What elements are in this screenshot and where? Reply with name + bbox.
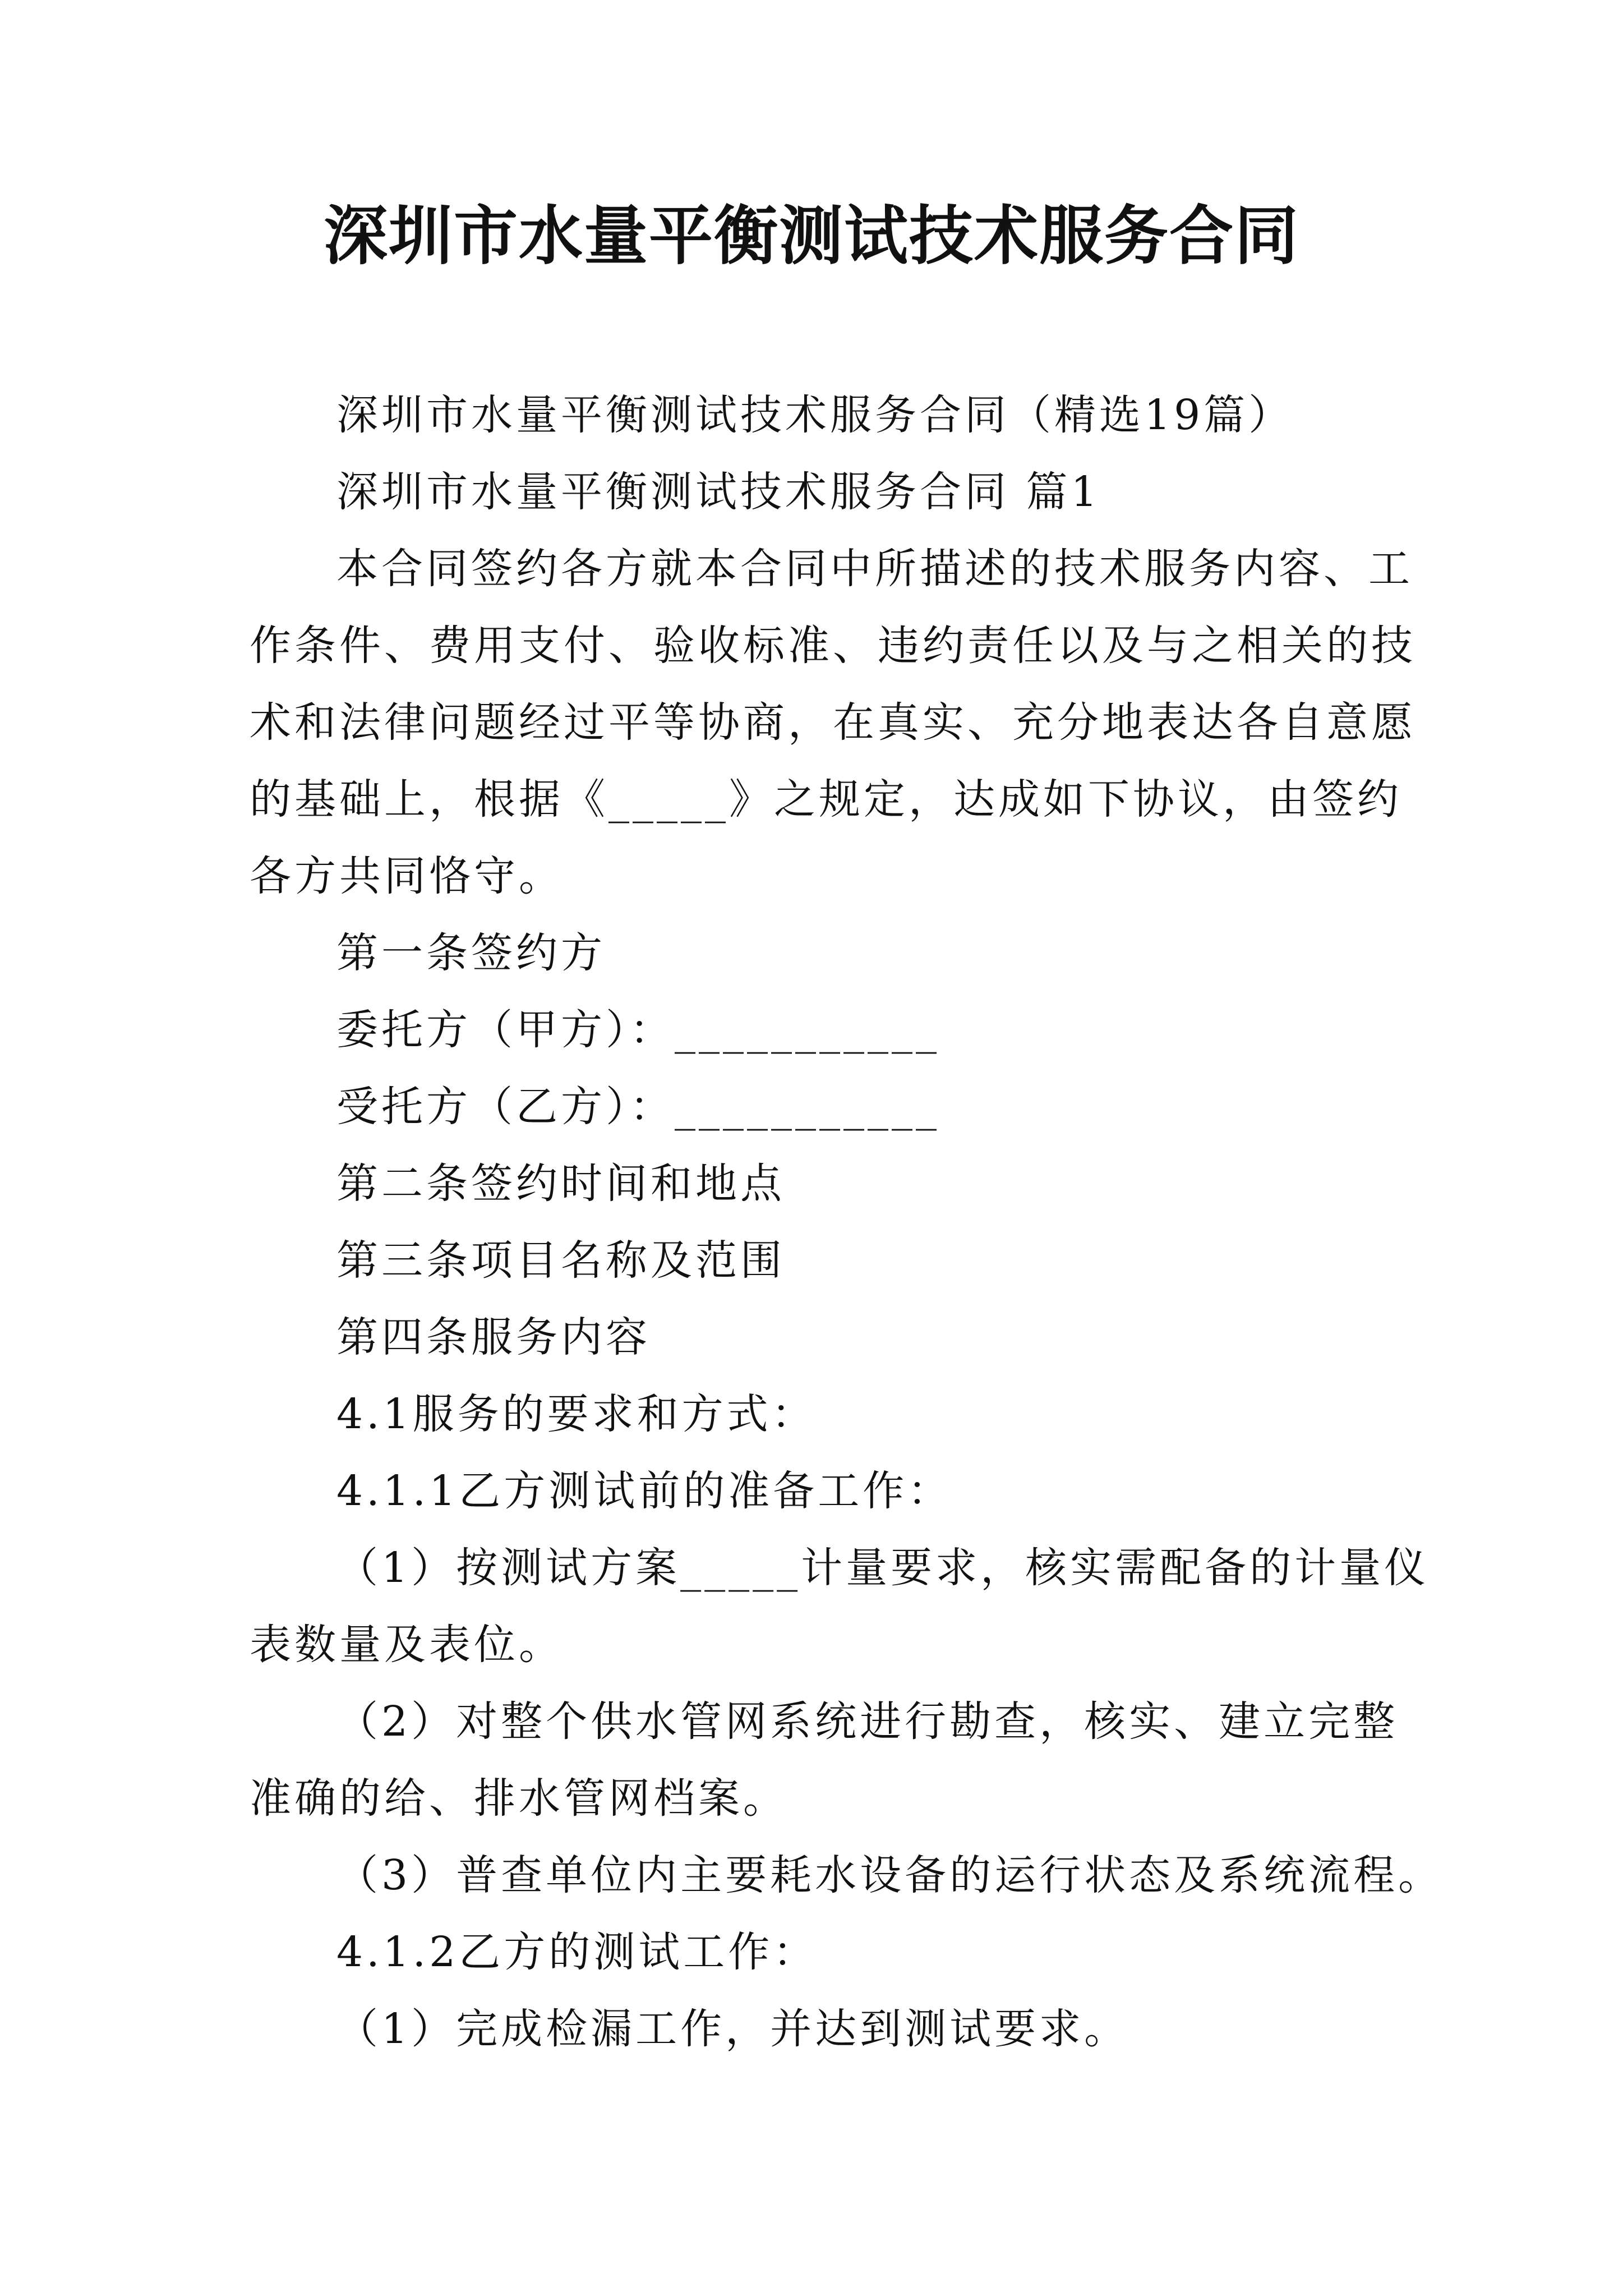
paragraph-line: 的基础上，根据《_____》之规定，达成如下协议，由签约: [250, 775, 1402, 823]
section-heading: 深圳市水量平衡测试技术服务合同 篇1: [336, 468, 1101, 516]
article-heading: 第四条服务内容: [336, 1313, 651, 1361]
list-item-continued: 准确的给、排水管网档案。: [250, 1774, 788, 1823]
subtitle-line: 深圳市水量平衡测试技术服务合同（精选19篇）: [336, 391, 1294, 439]
list-item: （3）普查单位内主要耗水设备的运行状态及系统流程。: [336, 1851, 1444, 1899]
party-a-line: 委托方（甲方）：___________: [336, 1006, 940, 1054]
article-heading: 第二条签约时间和地点: [336, 1159, 785, 1208]
document-title: 深圳市水量平衡测试技术服务合同: [323, 198, 1299, 273]
clause-heading: 4.1服务的要求和方式：: [336, 1390, 817, 1438]
article-heading: 第三条项目名称及范围: [336, 1236, 785, 1285]
paragraph-line: 本合同签约各方就本合同中所描述的技术服务内容、工: [336, 545, 1413, 593]
paragraph-line: 术和法律问题经过平等协商，在真实、充分地表达各自意愿: [250, 698, 1416, 747]
paragraph-line: 各方共同恪守。: [250, 852, 564, 900]
list-item: （1）按测试方案_____计量要求，核实需配备的计量仪: [336, 1544, 1430, 1592]
list-item: （1）完成检漏工作，并达到测试要求。: [336, 2005, 1129, 2053]
clause-heading: 4.1.2乙方的测试工作：: [336, 1928, 818, 1976]
list-item-continued: 表数量及表位。: [250, 1621, 564, 1669]
article-heading: 第一条签约方: [336, 929, 606, 977]
party-b-line: 受托方（乙方）：___________: [336, 1083, 940, 1131]
list-item: （2）对整个供水管网系统进行勘查，核实、建立完整: [336, 1697, 1399, 1746]
paragraph-line: 作条件、费用支付、验收标准、违约责任以及与之相关的技: [250, 622, 1416, 670]
clause-heading: 4.1.1乙方测试前的准备工作：: [336, 1467, 953, 1515]
